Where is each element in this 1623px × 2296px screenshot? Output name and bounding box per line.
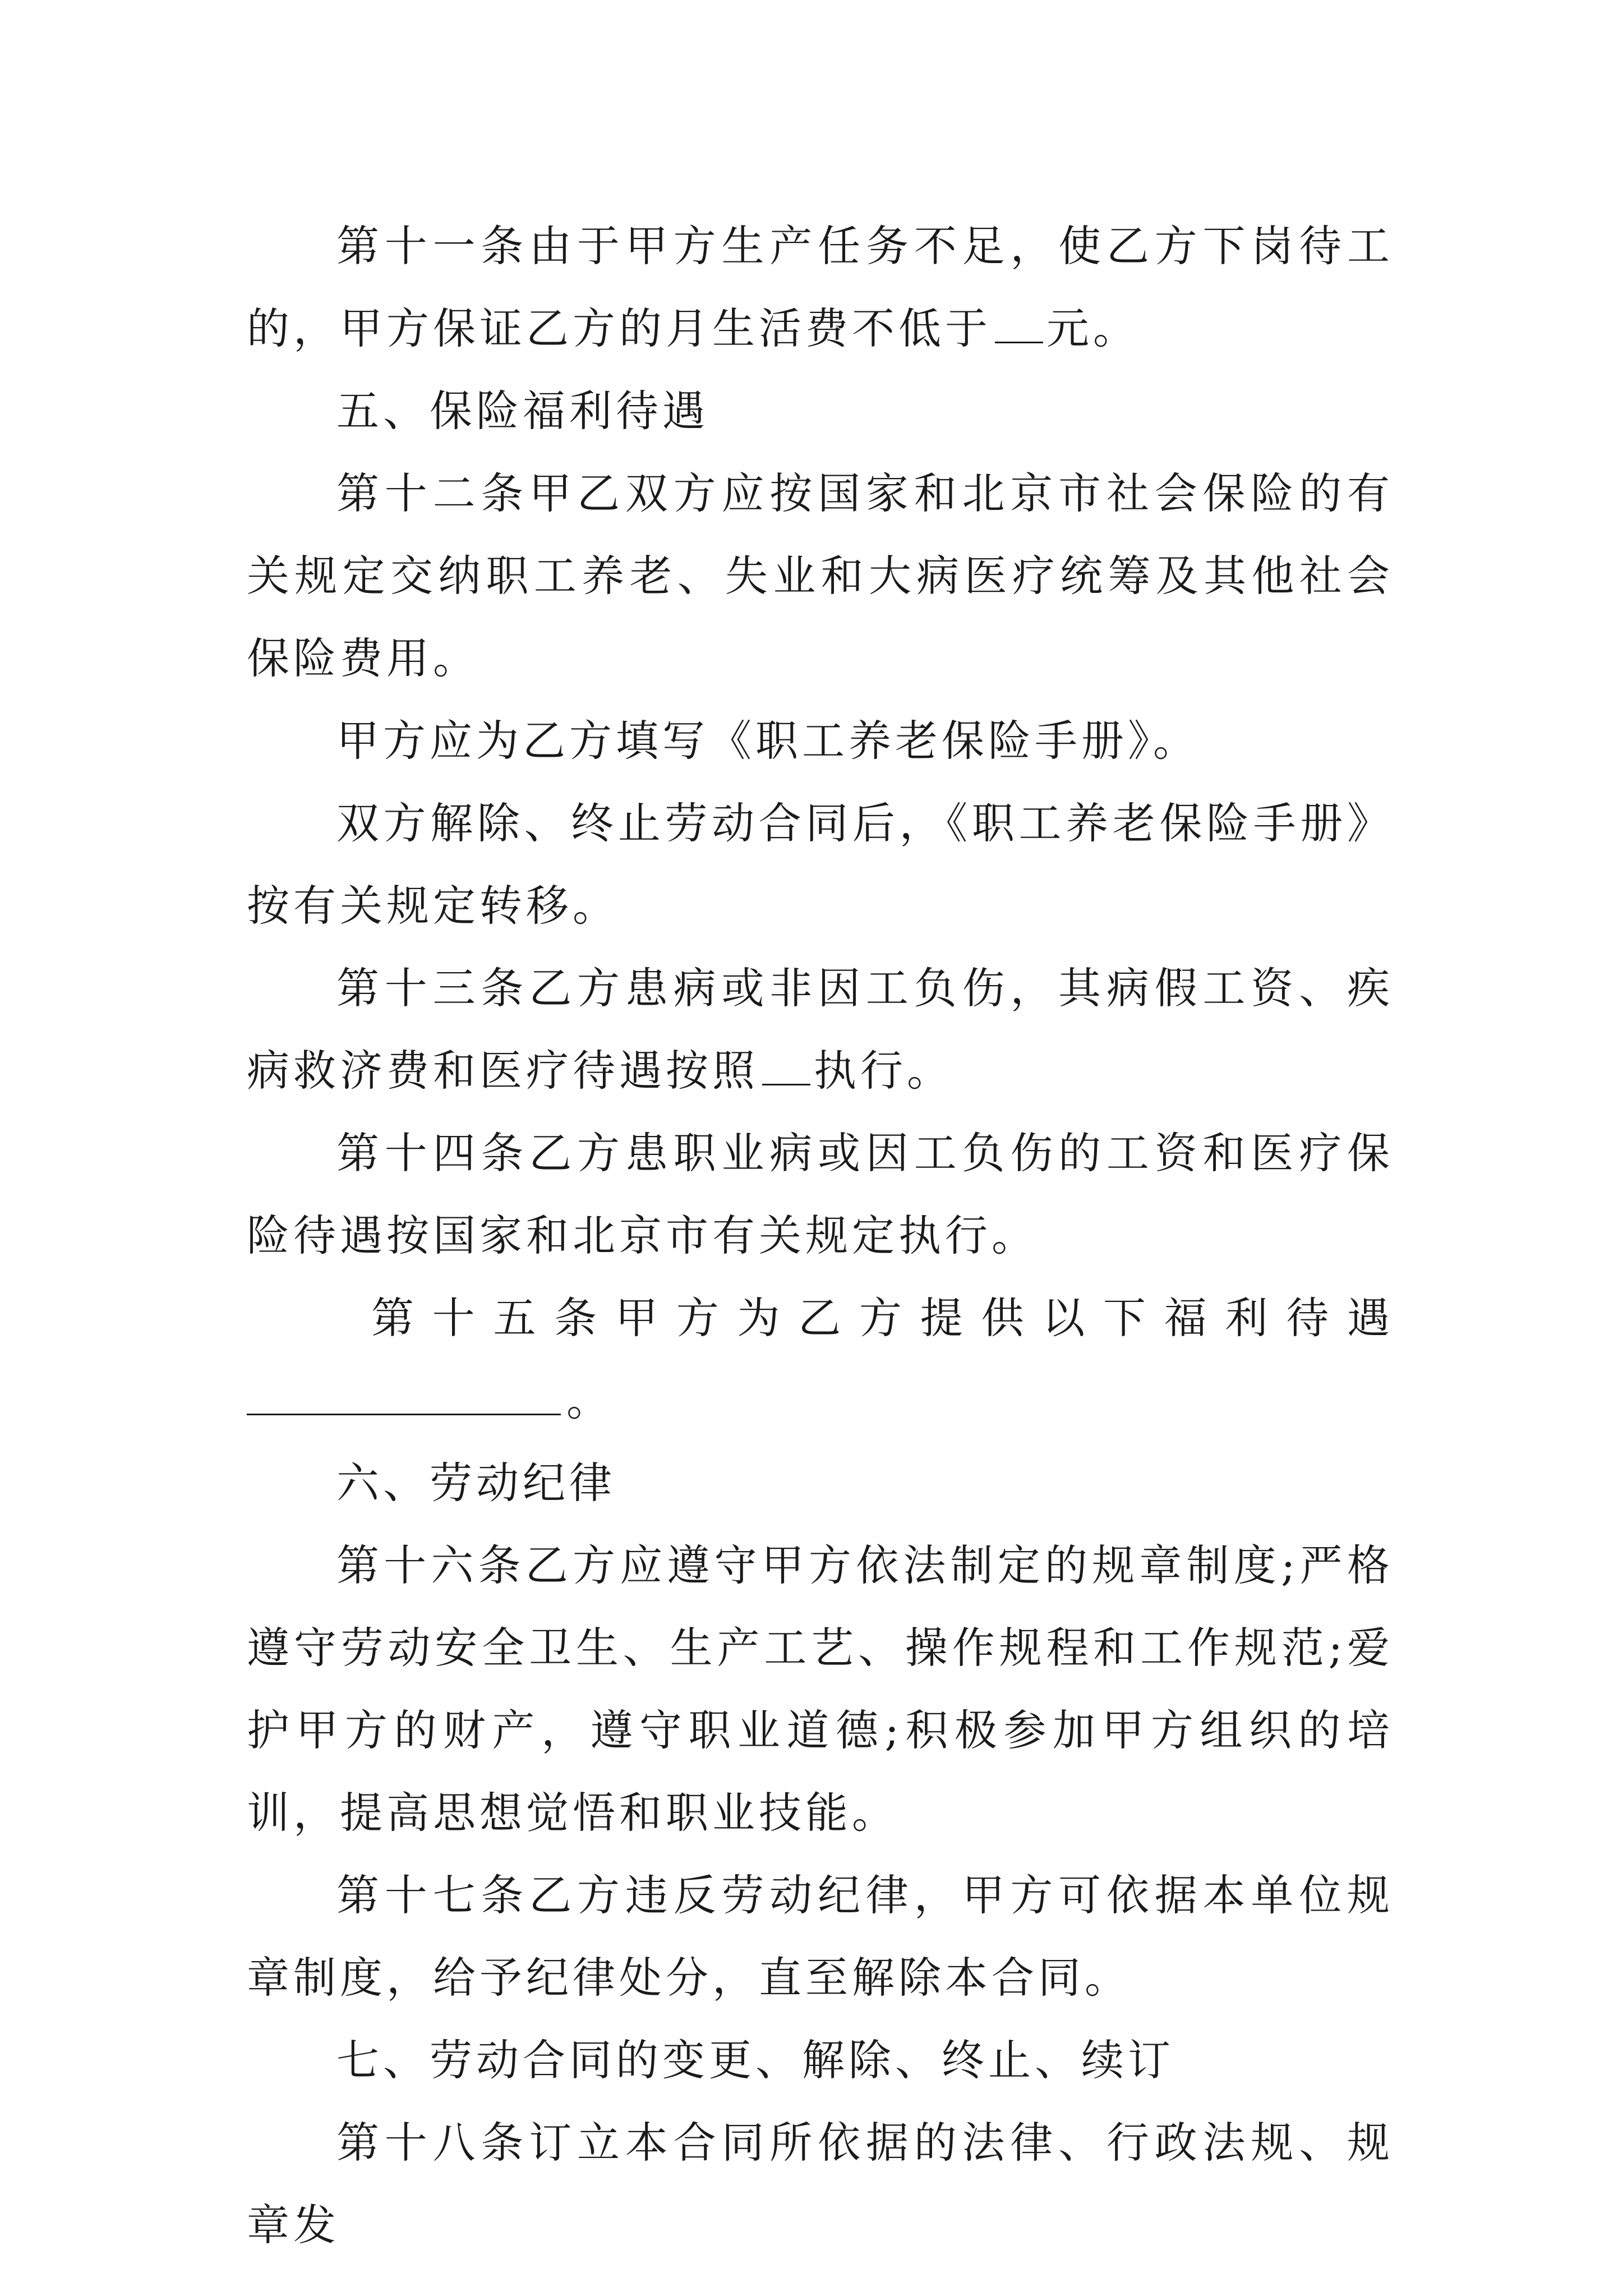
article-15-tail: 。	[566, 1375, 613, 1425]
article-11-tail: 元。	[1046, 303, 1140, 353]
section-heading-7: 七、劳动合同的变更、解除、终止、续订	[336, 2035, 1174, 2085]
article-12-para-2: 甲方应为乙方填写《职工养老保险手册》。	[336, 716, 1200, 766]
article-12: 第十二条甲乙双方应按国家和北京市社会保险的有关规定交纳职工养老、失业和大病医疗统筹及其他社会保险费用。	[247, 468, 1394, 683]
article-15-line-2	[247, 1359, 1394, 1442]
article-13	[247, 947, 1394, 1112]
article-15: 第十五条甲方为乙方提供以下福利待遇	[371, 1293, 1394, 1343]
article-13-text: 第十三条乙方患病或非因工负伤，其病假工资、疾病救济费和医疗待遇按照	[247, 963, 1394, 1096]
blank-field	[762, 1050, 810, 1085]
article-16: 第十六条乙方应遵守甲方依法制定的规章制度;严格遵守劳动安全卫生、生产工艺、操作规程和工作规范;爱护甲方的财产，遵守职业道德;积极参加甲方组织的培训，提高思想觉悟和职业技能。	[247, 1540, 1394, 1838]
section-heading-6: 六、劳动纪律	[336, 1458, 616, 1508]
section-heading-5: 五、保险福利待遇	[336, 386, 709, 436]
document-body	[247, 205, 1394, 2266]
blank-field	[247, 1380, 561, 1415]
article-18: 第十八条订立本合同所依据的法律、行政法规、规章发	[247, 2118, 1394, 2250]
article-17: 第十七条乙方违反劳动纪律，甲方可依据本单位规章制度，给予纪律处分，直至解除本合同。	[247, 1870, 1394, 2003]
article-14: 第十四条乙方患职业病或因工负伤的工资和医疗保险待遇按国家和北京市有关规定执行。	[247, 1128, 1394, 1260]
article-11-text: 第十一条由于甲方生产任务不足，使乙方下岗待工的，甲方保证乙方的月生活费不低于	[247, 221, 1394, 353]
article-13-tail: 执行。	[814, 1046, 953, 1096]
article-12-para-3: 双方解除、终止劳动合同后，《职工养老保险手册》按有关规定转移。	[247, 798, 1394, 931]
article-11	[247, 205, 1394, 370]
blank-field	[995, 308, 1043, 343]
